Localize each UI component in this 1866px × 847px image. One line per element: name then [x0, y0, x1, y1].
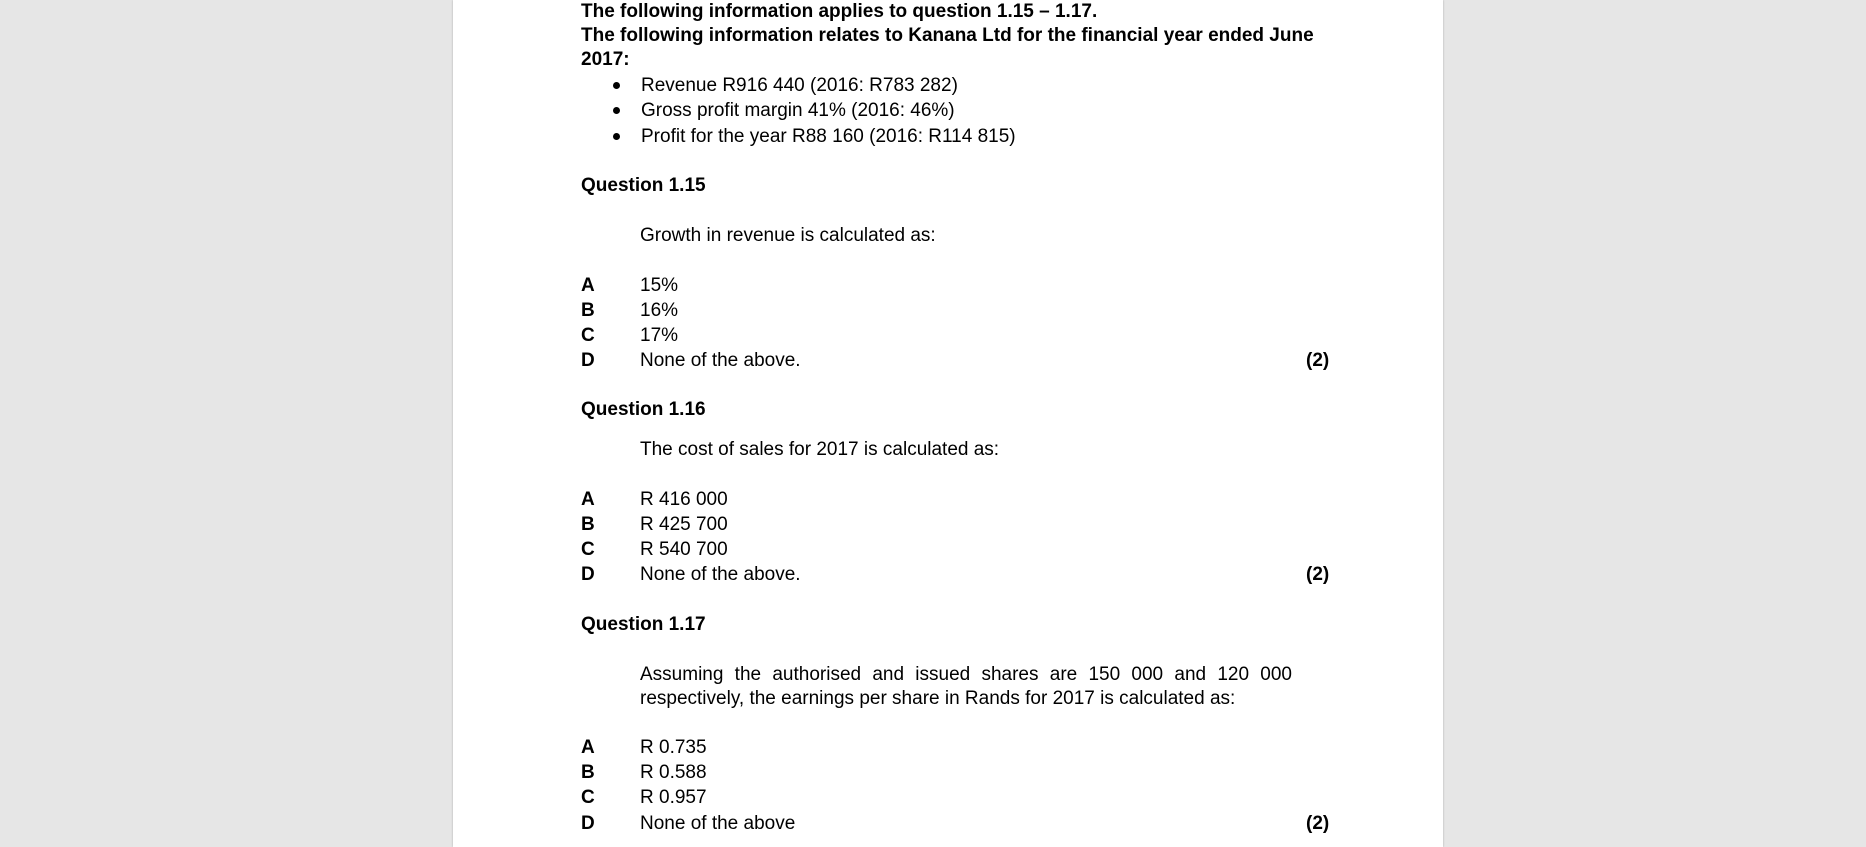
option-text: None of the above — [640, 813, 796, 834]
option-letter: C — [581, 787, 595, 808]
option-text: None of the above. — [640, 564, 801, 585]
option-text: R 0.957 — [640, 787, 707, 808]
option-text: 17% — [640, 325, 679, 346]
question-heading: Question 1.17 — [581, 614, 706, 635]
option-letter: C — [581, 325, 595, 346]
intro-description-continued: 2017: — [581, 49, 630, 70]
option-text: R 416 000 — [640, 489, 728, 510]
option-letter: D — [581, 350, 595, 371]
marks-label: (2) — [1306, 564, 1330, 585]
option-letter: D — [581, 813, 595, 834]
bullet-revenue: Revenue R916 440 (2016: R783 282) — [641, 75, 958, 96]
bullet-icon — [613, 107, 620, 114]
option-letter: A — [581, 737, 595, 758]
option-text: R 0.588 — [640, 762, 707, 783]
bullet-gross-profit: Gross profit margin 41% (2016: 46%) — [641, 100, 955, 121]
option-letter: B — [581, 300, 595, 321]
intro-description: The following information relates to Kanana Ltd for the financial year ended June — [581, 25, 1314, 46]
option-text: None of the above. — [640, 350, 801, 371]
option-text: R 0.735 — [640, 737, 707, 758]
option-letter: A — [581, 275, 595, 296]
option-letter: B — [581, 514, 595, 535]
marks-label: (2) — [1306, 350, 1330, 371]
document-page — [453, 0, 1443, 847]
option-letter: B — [581, 762, 595, 783]
question-heading: Question 1.15 — [581, 175, 706, 196]
option-text: 15% — [640, 275, 679, 296]
option-letter: A — [581, 489, 595, 510]
question-heading: Question 1.16 — [581, 399, 706, 420]
question-stem: The cost of sales for 2017 is calculated as: — [640, 439, 1000, 460]
option-text: 16% — [640, 300, 679, 321]
question-stem: Growth in revenue is calculated as: — [640, 225, 936, 246]
bullet-icon — [613, 133, 620, 140]
bullet-profit: Profit for the year R88 160 (2016: R114 815) — [641, 126, 1016, 147]
option-letter: C — [581, 539, 595, 560]
marks-label: (2) — [1306, 813, 1330, 834]
intro-heading: The following information applies to question 1.15 – 1.17. — [581, 1, 1098, 22]
option-letter: D — [581, 564, 595, 585]
option-text: R 540 700 — [640, 539, 728, 560]
bullet-icon — [613, 82, 620, 89]
option-text: R 425 700 — [640, 514, 728, 535]
question-stem: Assuming the authorised and issued shares are 150 000 and 120 000 respectively, the earnings per share in Rands for 2017 is calculated as: — [640, 664, 1292, 709]
